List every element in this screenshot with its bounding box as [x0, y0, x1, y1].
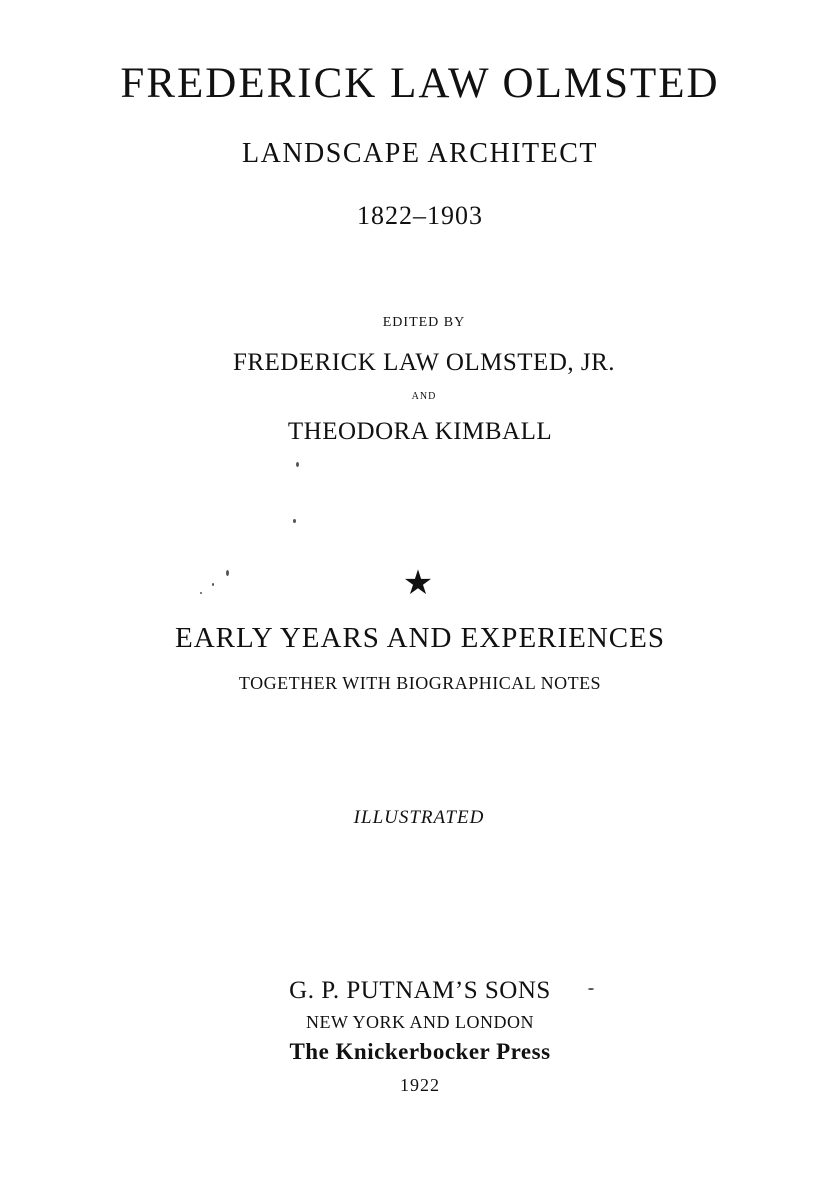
star-ornament-icon: ★ — [402, 563, 434, 603]
press-name: The Knickerbocker Press — [289, 1039, 551, 1064]
scan-speck — [296, 462, 299, 467]
editor-name-1: FREDERICK LAW OLMSTED, JR. — [232, 349, 616, 376]
scan-speck — [200, 592, 202, 594]
scan-speck — [226, 570, 229, 576]
illustrated-label: ILLUSTRATED — [353, 807, 485, 828]
publisher-places: NEW YORK AND LONDON — [306, 1012, 534, 1032]
life-dates: 1822–1903 — [357, 201, 483, 230]
scan-speck — [293, 519, 296, 523]
scan-speck — [212, 583, 214, 586]
book-subtitle: LANDSCAPE ARCHITECT — [242, 138, 598, 169]
edited-by-label: EDITED BY — [382, 315, 466, 330]
scan-speck — [588, 988, 594, 990]
series-title: EARLY YEARS AND EXPERIENCES — [175, 622, 665, 654]
publisher-name: G. P. PUTNAM’S SONS — [289, 977, 551, 1004]
series-subtitle: TOGETHER WITH BIOGRAPHICAL NOTES — [238, 673, 602, 693]
book-title: FREDERICK LAW OLMSTED — [120, 60, 720, 107]
editor-name-2: THEODORA KIMBALL — [287, 418, 553, 445]
publication-year: 1922 — [400, 1075, 440, 1095]
and-label: AND — [411, 391, 437, 402]
